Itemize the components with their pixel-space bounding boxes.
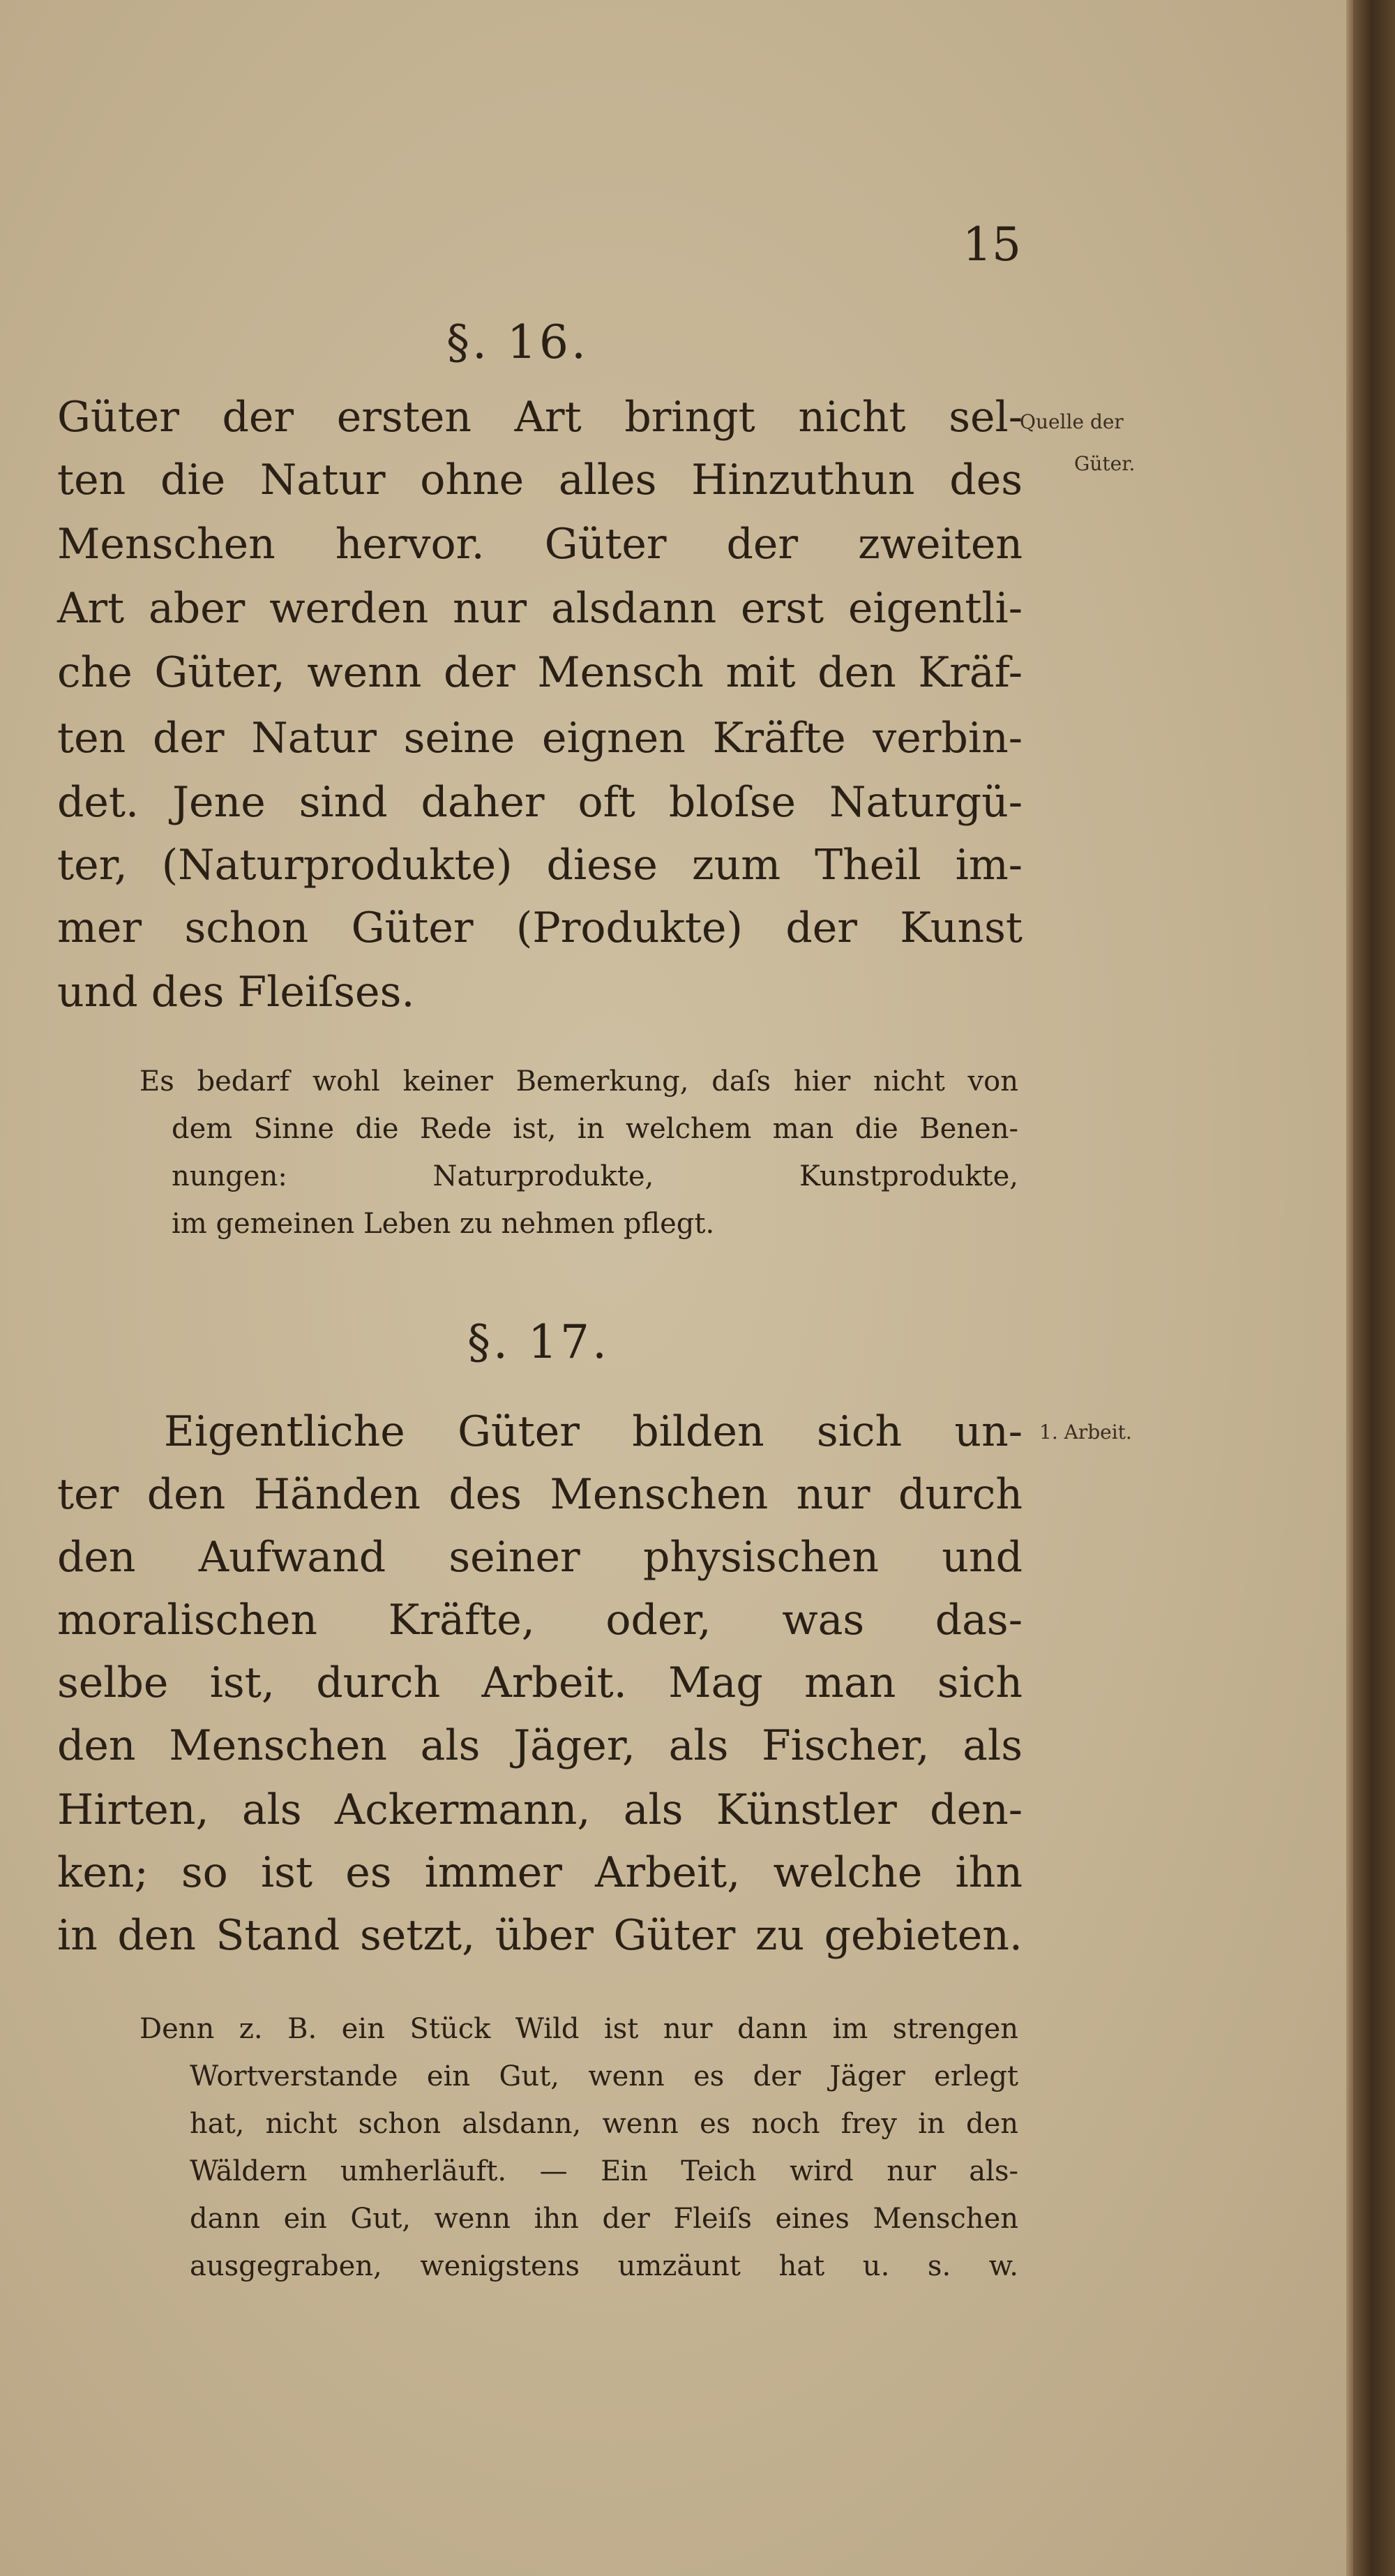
footnote-line: Denn z. B. ein Stück Wild ist nur dann im strengen (140, 2013, 1018, 2045)
paragraph-line: det. Jene sind daher oft bloſse Naturgü- (57, 778, 1023, 827)
paragraph-line: mer schon Güter (Produkte) der Kunst (57, 904, 1023, 952)
footnote-line: Wortverstande ein Gut, wenn es der Jäger erlegt (190, 2060, 1018, 2092)
paragraph-line: Art aber werden nur alsdann erst eigentli- (57, 584, 1023, 633)
margin-note-gueter: Güter. (1074, 452, 1136, 475)
paragraph-line: den Aufwand seiner physischen und (57, 1533, 1023, 1582)
paragraph-line: ten der Natur seine eignen Kräfte verbin- (57, 714, 1023, 763)
paragraph-line: ter, (Naturprodukte) diese zum Theil im- (57, 841, 1023, 890)
margin-note-quelle: Quelle der (1020, 410, 1124, 433)
section-heading-16: §. 16. (446, 315, 589, 369)
paragraph-line: Menschen hervor. Güter der zweiten (57, 520, 1023, 569)
paragraph-line: Hirten, als Ackermann, als Künstler den- (57, 1785, 1023, 1834)
footnote-line: Wäldern umherläuft. — Ein Teich wird nur als- (190, 2155, 1018, 2187)
book-binding (1353, 0, 1395, 2576)
paragraph-line: den Menschen als Jäger, als Fischer, als (57, 1721, 1023, 1770)
paragraph-line: ter den Händen des Menschen nur durch (57, 1470, 1023, 1519)
margin-note-arbeit: 1. Arbeit. (1039, 1421, 1132, 1444)
footnote-line: dem Sinne die Rede ist, in welchem man die Benen- (172, 1113, 1018, 1145)
footnote-line: Es bedarf wohl keiner Bemerkung, daſs hier nicht von (140, 1065, 1018, 1098)
section-heading-17: §. 17. (467, 1315, 610, 1369)
paragraph-line: und des Fleiſses. (57, 968, 415, 1017)
paragraph-line: Eigentliche Güter bilden sich un- (164, 1407, 1023, 1456)
footnote-line: hat, nicht schon alsdann, wenn es noch frey in den (190, 2108, 1018, 2140)
paragraph-line: che Güter, wenn der Mensch mit den Kräf- (57, 648, 1023, 697)
footnote-line: nungen: Naturprodukte, Kunstprodukte, (172, 1160, 1018, 1192)
paragraph-line: ten die Natur ohne alles Hinzuthun des (57, 456, 1023, 504)
page-number: 15 (963, 218, 1021, 271)
footnote-line: ausgegraben, wenigstens umzäunt hat u. s. w. (190, 2250, 1018, 2282)
paragraph-line: selbe ist, durch Arbeit. Mag man sich (57, 1658, 1023, 1707)
paragraph-line: in den Stand setzt, über Güter zu gebieten. (57, 1911, 1023, 1960)
paragraph-line: Güter der ersten Art bringt nicht sel- (57, 393, 1023, 442)
footnote-line: dann ein Gut, wenn ihn der Fleiſs eines Menschen (190, 2203, 1018, 2235)
paragraph-line: ken; so ist es immer Arbeit, welche ihn (57, 1848, 1023, 1897)
page-edge (1346, 0, 1353, 2576)
paragraph-line: moralischen Kräfte, oder, was das- (57, 1596, 1023, 1645)
footnote-line: im gemeinen Leben zu nehmen pflegt. (172, 1208, 715, 1240)
